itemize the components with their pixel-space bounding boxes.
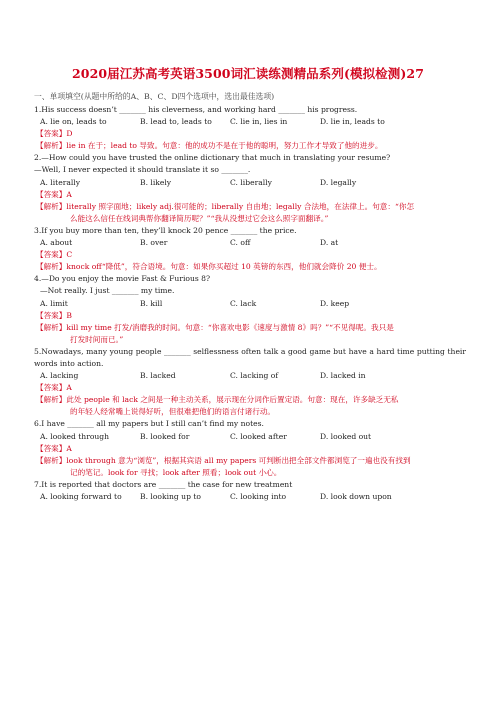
explanation-line-cont: 的年轻人经常嘴上说得好听，但很难把他们的语言付诸行动。 xyxy=(70,407,276,417)
question-stem: 4.—Do you enjoy the movie Fast & Furious 8? xyxy=(34,274,211,284)
option-c: C. off xyxy=(230,238,251,248)
question-stem-line2: —Well, I never expected it should translate it so _______. xyxy=(34,165,251,175)
option-b: B. likely xyxy=(140,177,172,187)
explanation-line: 【解析】look through 意为“浏览”，根据其宾语 all my papers 可判断出把全部文件都浏览了一遍也没有找到 xyxy=(36,455,411,465)
explanation xyxy=(34,394,466,418)
option-d: D. legally xyxy=(320,177,357,187)
option-a: A. looked through xyxy=(40,431,110,441)
option-d: D. keep xyxy=(320,298,350,308)
question-options xyxy=(34,237,466,249)
question-stem: 2.—How could you have trusted the online dictionary that much in translating your resume? xyxy=(34,153,391,163)
option-c: C. liberally xyxy=(230,177,272,187)
option-c: C. lie in, lies in xyxy=(230,117,288,127)
question-options xyxy=(34,177,466,189)
option-d: D. look down upon xyxy=(320,492,392,501)
question-stem: 1.His success doesn’t _______ his cleverness, and working hard _______ his progress. xyxy=(34,105,358,114)
option-a: A. lacking xyxy=(40,371,79,381)
explanation-line-cont: 记的笔记。look for 寻找；look after 照看；look out 小心。 xyxy=(70,467,282,477)
explanation xyxy=(34,201,466,225)
explanation-line: 【解析】literally 照字面地；likely adj.很可能的；liberally 自由地；legally 合法地，在法律上。句意：“你怎 xyxy=(36,201,415,211)
explanation xyxy=(34,261,466,273)
option-c: C. looking into xyxy=(230,492,287,501)
answer-line: 【答案】B xyxy=(36,310,72,320)
option-b: B. looked for xyxy=(140,431,190,441)
answer-line: 【答案】D xyxy=(36,129,73,139)
option-b: B. lacked xyxy=(140,371,176,381)
question-list xyxy=(34,104,466,503)
explanation xyxy=(34,322,466,346)
option-c: C. lack xyxy=(230,298,257,308)
option-a: A. lie on, leads to xyxy=(40,117,107,127)
answer-line: 【答案】A xyxy=(36,189,72,199)
answer-line: 【答案】A xyxy=(36,443,72,453)
question-stem: 7.It is reported that doctors are _______ the case for new treatment xyxy=(34,479,293,489)
question-stem: 5.Nowadays, many young people _______ selflessness often talk a good game but have a hard time putting their words into action. xyxy=(34,346,466,368)
explanation-line: 【解析】kill my time 打发/消磨我的时间。句意：“你喜欢电影《速度与激情 8》吗？”“不见得呢。我只是 xyxy=(36,322,394,332)
question-stem-line2: —Not really. I just _______ my time. xyxy=(40,286,175,296)
option-b: B. looking up to xyxy=(140,492,201,501)
option-c: C. lacking of xyxy=(230,371,279,381)
answer-line: 【答案】C xyxy=(36,250,73,260)
option-a: A. literally xyxy=(40,177,81,187)
option-d: D. at xyxy=(320,238,339,248)
option-b: B. lead to, leads to xyxy=(140,117,212,127)
explanation xyxy=(34,455,466,479)
document-title: 2020届江苏高考英语3500词汇读练测精品系列(模拟检测)27 xyxy=(71,66,424,81)
question-options xyxy=(34,370,466,382)
option-a: A. limit xyxy=(40,298,68,308)
explanation xyxy=(34,140,466,152)
question-options xyxy=(34,431,466,443)
option-b: B. over xyxy=(140,238,168,248)
explanation-line-cont: 打发时间而已。” xyxy=(70,334,124,344)
option-d: D. lie in, leads to xyxy=(320,117,385,127)
explanation-line-cont: 么能这么信任在线词典帮你翻译简历呢？”“我从没想过它会这么照字面翻译。” xyxy=(70,213,329,223)
question-stem: 6.I have _______ all my papers but I still can’t find my notes. xyxy=(34,419,264,429)
explanation-line: 【解析】此处 people 和 lack 之间是一种主动关系，展示现在分词作后置定语。句意：现在，许多缺乏无私 xyxy=(36,395,399,405)
option-a: A. looking forward to xyxy=(40,492,122,501)
option-a: A. about xyxy=(40,238,73,248)
section-heading: 一、单项填空(从题中所给的A、B、C、D四个选项中，选出最佳选项) xyxy=(34,92,275,101)
option-b: B. kill xyxy=(140,298,163,308)
explanation-line: 【解析】lie in 在于；lead to 导致。句意：他的成功不是在于他的聪明，努力工作才导致了他的进步。 xyxy=(36,141,383,151)
question-options xyxy=(34,491,466,503)
option-c: C. looked after xyxy=(230,431,287,441)
option-d: D. lacked in xyxy=(320,371,366,381)
question-options xyxy=(34,116,466,128)
question-stem: 3.If you buy more than ten, they’ll knock 20 pence _______ the price. xyxy=(34,225,297,235)
option-d: D. looked out xyxy=(320,431,372,441)
explanation-line: 【解析】knock off“降低”，符合语境。句意：如果你买超过 10 英镑的东西，他们就会降价 20 便士。 xyxy=(36,262,382,272)
answer-line: 【答案】A xyxy=(36,383,72,393)
question-options xyxy=(34,298,466,310)
